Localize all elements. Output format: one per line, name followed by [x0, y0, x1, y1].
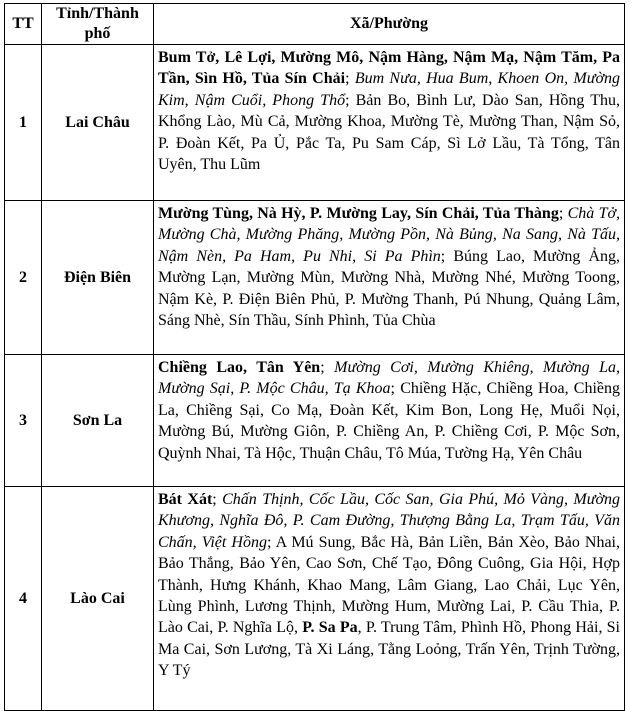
- table-row: [5, 45, 625, 201]
- province-name: Lào Cai: [42, 487, 154, 711]
- commune-table: [4, 3, 625, 711]
- province-name: Điện Biên: [42, 201, 154, 355]
- header-tt: TT: [5, 4, 42, 45]
- communes-italic: Mường Cơi, Mường Khiêng, Mường La, Mường Sại, P. Mộc Châu, Tạ Khoa: [158, 359, 620, 398]
- row-number: 4: [5, 487, 42, 711]
- separator: ;: [345, 70, 355, 88]
- row-number: 2: [5, 201, 42, 355]
- commune-list: [154, 487, 625, 711]
- header-communes: Xã/Phường: [154, 4, 625, 45]
- separator: ;: [345, 91, 356, 109]
- header-province: Tỉnh/Thành phố: [42, 4, 154, 45]
- table-row: [5, 355, 625, 487]
- communes-italic: Bum Nưa, Hua Bum, Khoen On, Mường Kim, Nậm Cuổi, Phong Thổ: [158, 70, 621, 109]
- header-row: [5, 4, 625, 45]
- communes-plain: A Mú Sung, Bắc Hà, Bản Liền, Bản Xèo, Bảo Nhai, Bảo Thắng, Bảo Yên, Cao Sơn, Chế Tạo, Đông Cuông, Gia Hội, Hợp Thành, Hưng Khánh, Khao Mang, Lâm Giang, Lao Chải, Lục Yên, Lùng Phình, Lương Thịnh, Mường Hum, Mường Lai, P. Cầu Thia, P. Lào Cai, P. Nghĩa Lộ,: [158, 533, 621, 637]
- province-name: Lai Châu: [42, 45, 154, 201]
- communes-plain-tail: , P. Trung Tâm, Phình Hồ, Phong Hải, Si Ma Cai, Sơn Lương, Tà Xi Láng, Tằng Loỏng, Trấn Yên, Trịnh Tường, Y Tý: [158, 619, 620, 680]
- table-row: [5, 487, 625, 711]
- separator: ;: [266, 533, 276, 551]
- communes-bold: Mường Tùng, Nà Hỳ, P. Mường Lay, Sín Chải, Tủa Thàng: [158, 205, 559, 222]
- communes-bold-inline: P. Sa Pa: [302, 619, 358, 637]
- province-name: Sơn La: [42, 355, 154, 487]
- communes-plain: Búng Lao, Mường Ảng, Mường Lạn, Mường Mùn, Mường Nhà, Mường Nhé, Mường Toong, Nậm Kè, P. Điện Biên Phủ, P. Mường Thanh, Pú Nhung, Quảng Lâm, Sáng Nhè, Sín Thầu, Sính Phình, Tủa Chùa: [158, 247, 621, 330]
- separator: ;: [440, 247, 454, 265]
- communes-italic: Chấn Thịnh, Cốc Lầu, Cốc San, Gia Phú, Mỏ Vàng, Mường Khương, Nghĩa Đô, P. Cam Đường, Thượng Bằng La, Trạm Tấu, Văn Chấn, Việt Hồng: [158, 491, 620, 551]
- communes-plain: Chiềng Hặc, Chiềng Hoa, Chiềng La, Chiềng Sại, Co Mạ, Đoàn Kết, Kim Bon, Long Hẹ, Muổi Nọi, Mường Bú, Mường Giôn, P. Chiềng An, P. Chiềng Cơi, P. Mộc Sơn, Quỳnh Nhai, Tà Hộc, Thuận Châu, Tô Múa, Tường Hạ, Yên Châu: [158, 380, 621, 462]
- communes-plain: Bản Bo, Bình Lư, Dào San, Hồng Thu, Khổng Lào, Mù Cả, Mường Khoa, Mường Tè, Mường Than, Nậm Sỏ, P. Đoàn Kết, Pa Ủ, Pắc Ta, Pu Sam Cáp, Sì Lở Lầu, Tà Tổng, Tân Uyên, Thu Lũm: [158, 91, 621, 174]
- commune-list: [154, 201, 625, 355]
- separator: ;: [558, 205, 568, 222]
- row-number: 3: [5, 355, 42, 487]
- communes-bold: Bát Xát: [158, 491, 213, 508]
- separator: ;: [390, 380, 401, 398]
- table-row: [5, 201, 625, 355]
- separator: ;: [212, 491, 223, 508]
- commune-list: [154, 45, 625, 201]
- communes-bold: Bum Tở, Lê Lợi, Mường Mô, Nậm Hàng, Nậm Mạ, Nậm Tăm, Pa Tần, Sìn Hồ, Tủa Sín Chải: [158, 49, 620, 88]
- commune-list: [154, 355, 625, 487]
- row-number: 1: [5, 45, 42, 201]
- communes-italic: Chà Tở, Mường Chà, Mường Phăng, Mường Pồn, Nà Bủng, Na Sang, Nà Tấu, Nậm Nèn, Pa Ham, Pu Nhi, Si Pa Phìn: [158, 205, 621, 265]
- separator: ;: [320, 359, 335, 376]
- communes-bold: Chiềng Lao, Tân Yên: [158, 359, 321, 376]
